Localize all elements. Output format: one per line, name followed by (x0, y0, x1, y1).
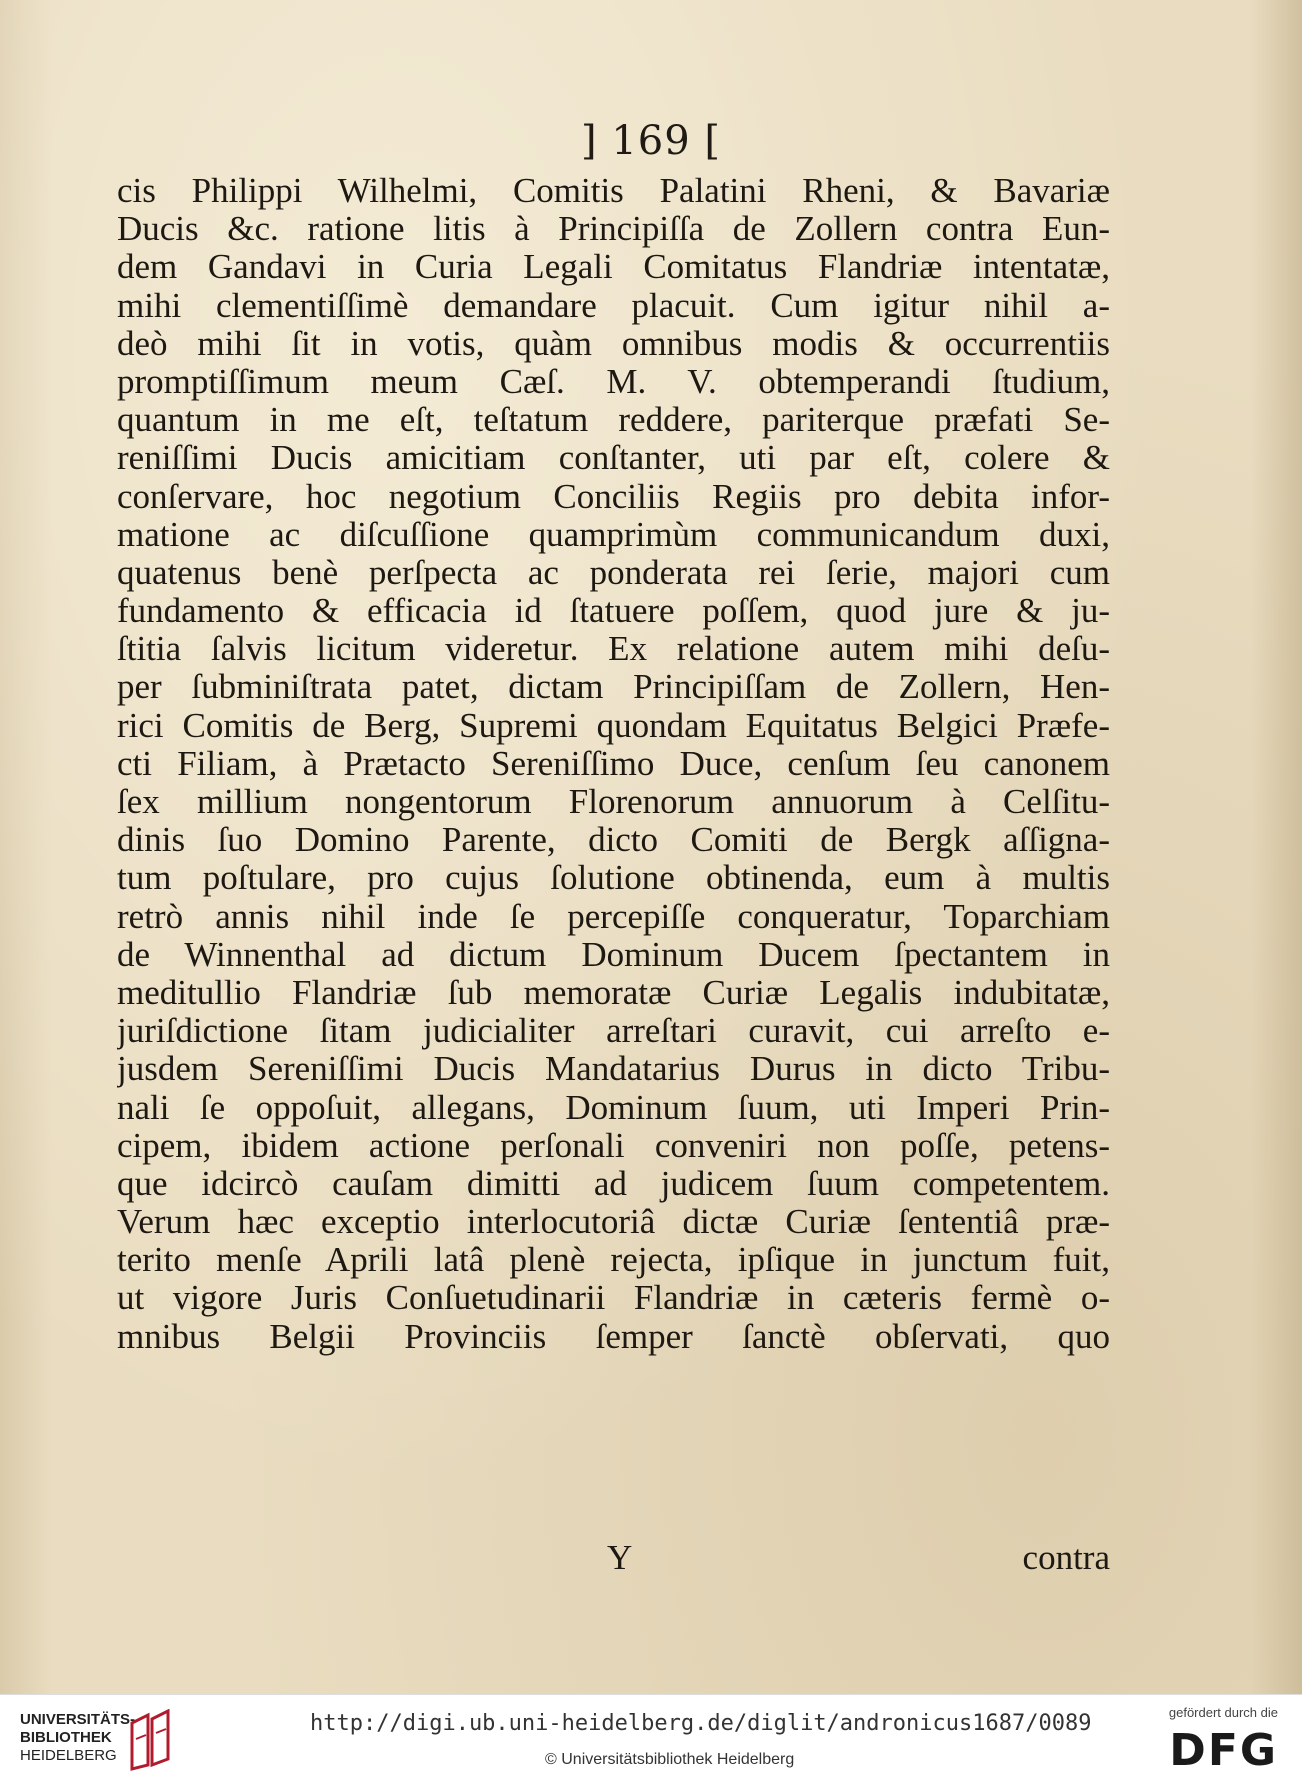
library-name-line3: HEIDELBERG (20, 1747, 117, 1764)
body-text (117, 172, 1110, 1356)
text-line: quantum in me eſt, teſtatum reddere, pariterque præfati Se- (117, 401, 1110, 440)
text-line: ſtitia ſalvis licitum videretur. Ex relatione autem mihi deſu- (117, 630, 1110, 669)
text-line: cti Filiam, à Prætacto Sereniſſimo Duce, cenſum ſeu canonem (117, 744, 1110, 783)
text-line: cipem, ibidem actione perſonali conveniri non poſſe, petens- (117, 1126, 1110, 1165)
viewer-footer (0, 1694, 1302, 1787)
text-line: terito menſe Aprili latâ plenè rejecta, ipſique in junctum fuit, (117, 1241, 1110, 1280)
text-line: quatenus benè perſpecta ac ponderata rei ſerie, majori cum (117, 553, 1110, 592)
text-line: mihi clementiſſimè demandare placuit. Cum igitur nihil a- (117, 286, 1110, 325)
text-line: ut vigore Juris Conſuetudinarii Flandriæ in cæteris fermè o- (117, 1279, 1110, 1318)
text-line: dinis ſuo Domino Parente, dicto Comiti de Bergk aſſigna- (117, 821, 1110, 860)
text-line: cis Philippi Wilhelmi, Comitis Palatini Rheni, & Bavariæ (117, 172, 1110, 210)
text-line: promptiſſimum meum Cæſ. M. V. obtemperandi ſtudium, (117, 362, 1110, 401)
text-line: mnibus Belgii Provinciis ſemper ſanctè obſervati, quo (117, 1317, 1110, 1356)
page-foot (117, 1538, 1110, 1578)
text-line: per ſubminiſtrata patet, dictam Principiſſam de Zollern, Hen- (117, 668, 1110, 707)
text-line: tum poſtulare, pro cujus ſolutione obtinenda, eum à multis (117, 859, 1110, 898)
text-line: deò mihi ſit in votis, quàm omnibus modis & occurrentiis (117, 324, 1110, 363)
library-name (20, 1711, 135, 1765)
dfg-logo: DFG (1169, 1725, 1278, 1776)
text-line: reniſſimi Ducis amicitiam conſtanter, uti par eſt, colere & (117, 439, 1110, 478)
catchword: contra (1022, 1538, 1110, 1577)
text-line: rici Comitis de Berg, Supremi quondam Equitatus Belgici Præfe- (117, 706, 1110, 745)
library-logo-icon (128, 1709, 178, 1771)
text-line: juriſdictione ſitam judicialiter arreſtari curavit, cui arreſto e- (117, 1012, 1110, 1051)
signature-mark: Y (607, 1538, 633, 1577)
text-line: conſervare, hoc negotium Conciliis Regiis pro debita infor- (117, 477, 1110, 516)
library-name-line1: UNIVERSITÄTS- (20, 1711, 136, 1728)
page-number: ] 169 [ (581, 118, 721, 164)
text-line: fundamento & efficacia id ſtatuere poſſem, quod jure & ju- (117, 592, 1110, 631)
copyright-notice: © Universitätsbibliothek Heidelberg (545, 1751, 795, 1768)
text-line: ſex millium nongentorum Florenorum annuorum à Celſitu- (117, 783, 1110, 821)
text-line: nali ſe oppoſuit, allegans, Dominum ſuum, uti Imperi Prin- (117, 1088, 1110, 1127)
text-line: matione ac diſcuſſione quamprimùm communicandum duxi, (117, 515, 1110, 554)
text-line: meditullio Flandriæ ſub memoratæ Curiæ Legalis indubitatæ, (117, 973, 1110, 1012)
text-line: de Winnenthal ad dictum Dominum Ducem ſpectantem in (117, 935, 1110, 974)
text-line: Verum hæc exceptio interlocutoriâ dictæ Curiæ ſententiâ præ- (117, 1203, 1110, 1242)
text-line: retrò annis nihil inde ſe percepiſſe conqueratur, Toparchiam (117, 897, 1110, 936)
text-line: jusdem Sereniſſimi Ducis Mandatarius Durus in dicto Tribu- (117, 1050, 1110, 1089)
text-line: dem Gandavi in Curia Legali Comitatus Flandriæ intentatæ, (117, 248, 1110, 287)
text-line: Ducis &c. ratione litis à Principiſſa de Zollern contra Eun- (117, 210, 1110, 249)
library-name-line2: BIBLIOTHEK (20, 1729, 112, 1746)
page-url[interactable]: http://digi.ub.uni-heidelberg.de/diglit/andronicus1687/0089 (310, 1711, 1092, 1736)
funded-by-label: gefördert durch die (1168, 1705, 1278, 1720)
text-line: que idcircò cauſam dimitti ad judicem ſuum competentem. (117, 1164, 1110, 1203)
